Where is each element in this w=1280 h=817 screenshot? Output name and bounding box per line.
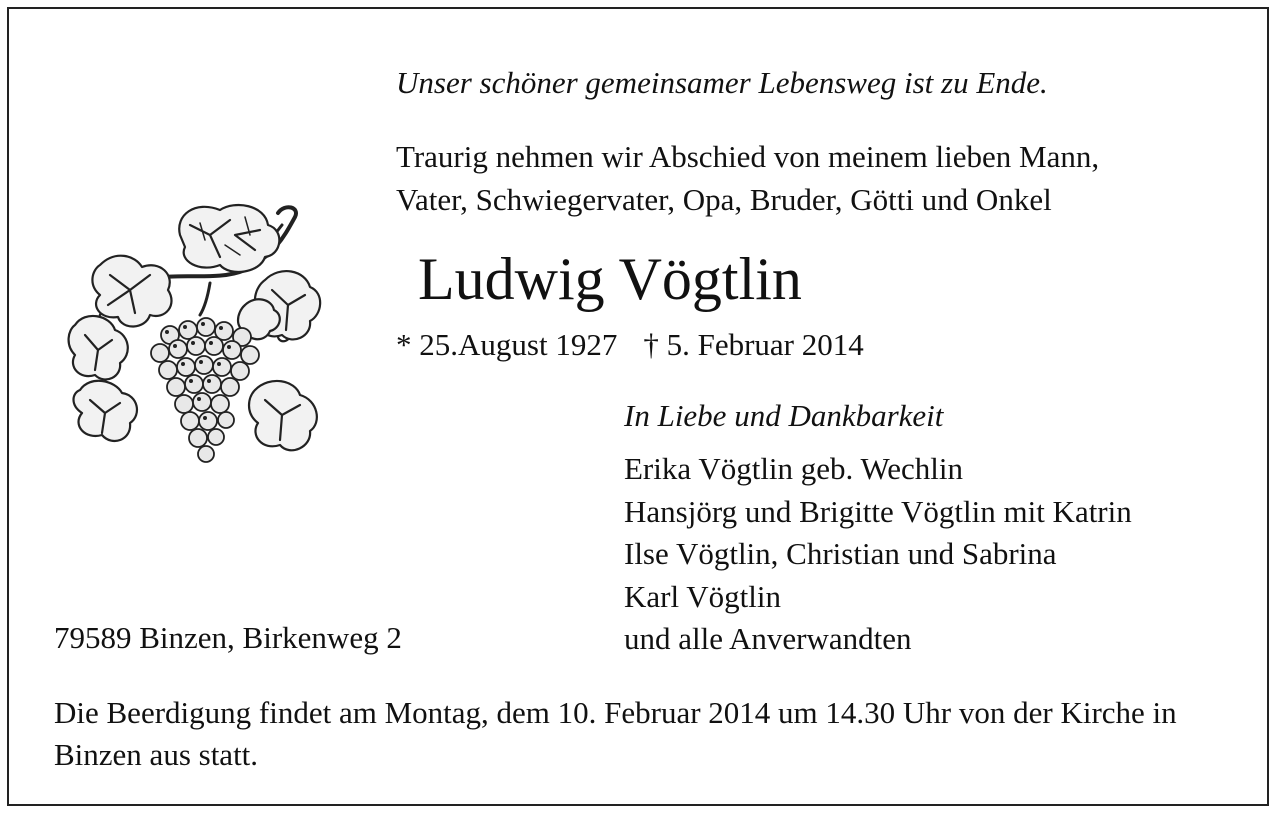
birth-date: * 25.August 1927 <box>396 327 618 362</box>
family-member: Ilse Vögtlin, Christian und Sabrina <box>624 536 1057 571</box>
funeral-info: Die Beerdigung findet am Montag, dem 10. Februar 2014 um 14.30 Uhr von der Kirche in Binzen aus statt. <box>54 695 1177 772</box>
family-heading: In Liebe und Dankbarkeit <box>624 398 944 433</box>
family-member: Karl Vögtlin <box>624 578 781 614</box>
family-list <box>624 448 1132 661</box>
deceased-name: Ludwig Vögtlin <box>418 246 802 312</box>
intro-line-2: Vater, Schwiegervater, Opa, Bruder, Götti und Onkel <box>396 182 1052 217</box>
family-member: und alle Anverwandten <box>624 621 912 656</box>
family-member: Erika Vögtlin geb. Wechlin <box>624 451 964 486</box>
death-date: † 5. Februar 2014 <box>643 327 864 362</box>
life-dates <box>396 324 864 366</box>
address: 79589 Binzen, Birkenweg 2 <box>54 620 402 655</box>
family-member: Hansjörg und Brigitte Vögtlin mit Katrin <box>624 493 1132 529</box>
grapevine-icon <box>60 195 345 480</box>
intro-line-1: Traurig nehmen wir Abschied von meinem lieben Mann, <box>396 139 1100 174</box>
motto: Unser schöner gemeinsamer Lebensweg ist zu Ende. <box>396 65 1048 100</box>
